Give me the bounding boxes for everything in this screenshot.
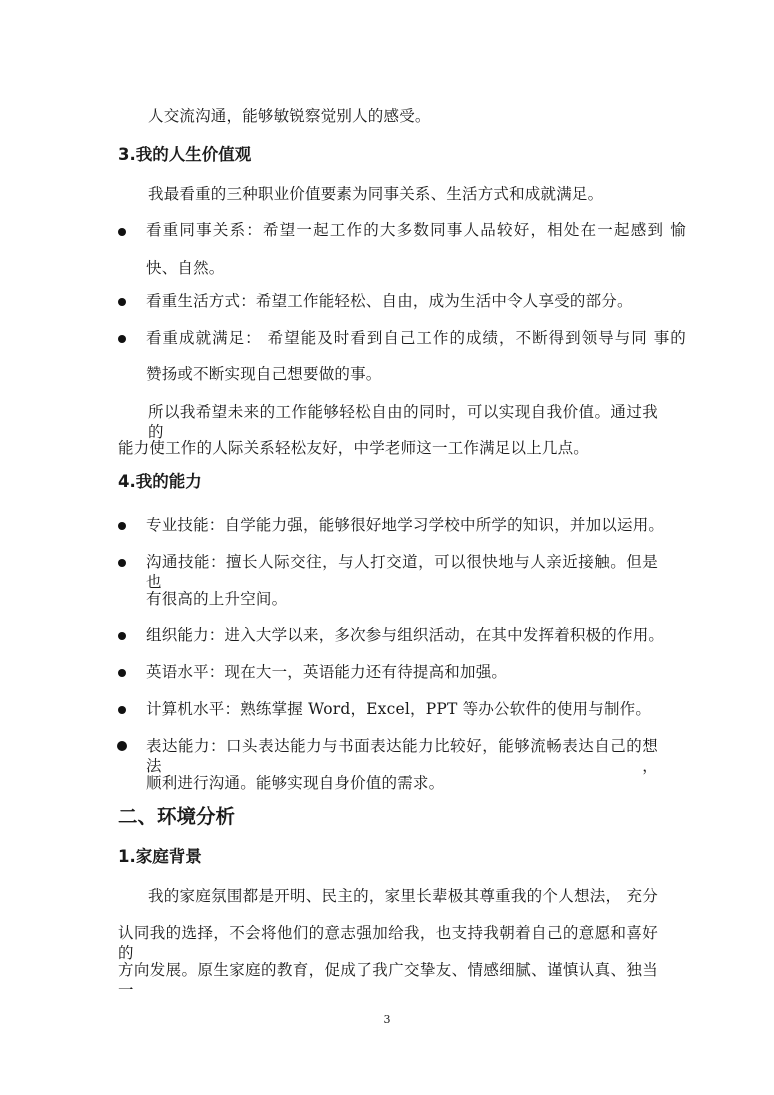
- family-background-heading: 1.家庭背景: [118, 847, 202, 866]
- bullet-icon: [118, 228, 126, 236]
- ability-item-6-line1: 表达能力：口头表达能力与书面表达能力比较好，能够流畅表达自己的想法，: [146, 737, 658, 775]
- value-item-3-line2: 赞扬或不断实现自己想要做的事。: [146, 365, 382, 383]
- part2-heading: 二、环境分析: [118, 805, 236, 828]
- family-text-line1: 我的家庭氛围都是开明、民主的，家里长辈极其尊重我的个人想法， 充分: [148, 887, 658, 905]
- family-text-line3: 方向发展。原生家庭的教育，促成了我广交挚友、情感细腻、谨慎认真、独当一: [118, 961, 658, 999]
- ability-item-5: 计算机水平：熟练掌握 Word，Excel，PPT 等办公软件的使用与制作。: [146, 700, 652, 718]
- value-item-1-line2: 快、自然。: [146, 259, 225, 277]
- bullet-icon: [118, 706, 126, 714]
- bullet-icon: [118, 559, 126, 567]
- value-item-1-line1: 看重同事关系：希望一起工作的大多数同事人品较好，相处在一起感到 愉: [146, 221, 686, 239]
- section4-heading: 4.我的能力: [118, 472, 202, 491]
- bullet-icon: [118, 298, 126, 306]
- bullet-icon: [118, 632, 126, 640]
- ability-item-4: 英语水平：现在大一，英语能力还有待提高和加强。: [146, 663, 508, 681]
- section3-heading: 3.我的人生价值观: [118, 145, 252, 164]
- section3-conclusion-line1: 所以我希望未来的工作能够轻松自由的同时，可以实现自我价值。通过我 的: [148, 403, 658, 441]
- family-text-line2: 认同我的选择，不会将他们的意志强加给我，也支持我朝着自己的意愿和喜好的: [118, 924, 658, 962]
- section3-intro: 我最看重的三种职业价值要素为同事关系、生活方式和成就满足。: [148, 185, 604, 203]
- bullet-icon: [118, 522, 126, 530]
- page-number: 3: [383, 1013, 391, 1026]
- bullet-icon: [118, 669, 126, 677]
- ability-item-2-line2: 有很高的上升空间。: [146, 590, 288, 608]
- ability-item-1: 专业技能：自学能力强，能够很好地学习学校中所学的知识，并加以运用。: [146, 516, 665, 534]
- ability-item-2-line1: 沟通技能：擅长人际交往，与人打交道，可以很快地与人亲近接触。但是也: [146, 553, 658, 591]
- bullet-icon: [118, 335, 126, 343]
- value-item-2: 看重生活方式：希望工作能轻松、自由，成为生活中令人享受的部分。: [146, 292, 633, 310]
- ability-item-6-line2: 顺利进行沟通。能够实现自身价值的需求。: [146, 774, 445, 792]
- continued-text-line: 人交流沟通，能够敏锐察觉别人的感受。: [148, 107, 431, 125]
- ability-item-3: 组织能力：进入大学以来，多次参与组织活动，在其中发挥着积极的作用。: [146, 626, 665, 644]
- value-item-3-line1: 看重成就满足： 希望能及时看到自己工作的成绩，不断得到领导与同 事的: [146, 329, 686, 347]
- bullet-icon: [117, 741, 127, 751]
- section3-conclusion-line2: 能力使工作的人际关系轻松友好，中学老师这一工作满足以上几点。: [118, 439, 590, 457]
